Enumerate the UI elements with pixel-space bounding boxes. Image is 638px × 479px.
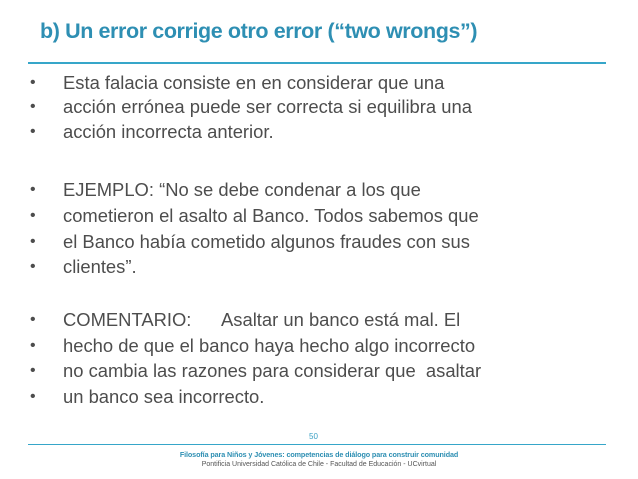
bullet-icon: • <box>30 123 36 140</box>
bullet-icon: • <box>30 337 36 354</box>
bullet-icon: • <box>30 233 36 250</box>
footer-institution: Pontificia Universidad Católica de Chile - Facultad de Educación - UCvirtual <box>201 461 437 468</box>
bullet-text: el Banco había cometido algunos fraudes con sus <box>63 231 470 252</box>
page-number: 50 <box>309 432 318 441</box>
bullet-icon: • <box>30 311 36 328</box>
bullet-text: COMENTARIO: Asaltar un banco está mal. El <box>63 309 461 330</box>
bullet-icon: • <box>30 181 36 198</box>
footer-course-title: Filosofía para Niños y Jóvenes: competencias de diálogo para construir comunidad <box>179 450 459 459</box>
bullet-icon: • <box>30 98 36 115</box>
bullet-icon: • <box>30 388 36 405</box>
bullet-text: acción errónea puede ser correcta si equilibra una <box>63 96 472 117</box>
bullet-icon: • <box>30 258 36 275</box>
bullet-icon: • <box>30 207 36 224</box>
bullet-text: EJEMPLO: “No se debe condenar a los que <box>63 179 421 200</box>
footer-divider <box>28 444 606 445</box>
bullet-text: cometieron el asalto al Banco. Todos sabemos que <box>63 205 479 226</box>
bullet-icon: • <box>30 362 36 379</box>
bullet-text: clientes”. <box>63 256 137 277</box>
slide-title: b) Un error corrige otro error (“two wrongs”) <box>40 19 478 43</box>
bullet-text: Esta falacia consiste en en considerar que una <box>63 72 445 93</box>
bullet-text: no cambia las razones para considerar que asaltar <box>63 360 482 381</box>
bullet-icon: • <box>30 74 36 91</box>
title-divider <box>28 62 606 64</box>
bullet-text: acción incorrecta anterior. <box>63 121 274 142</box>
bullet-text: hecho de que el banco haya hecho algo incorrecto <box>63 335 476 356</box>
bullet-text: un banco sea incorrecto. <box>63 386 265 407</box>
